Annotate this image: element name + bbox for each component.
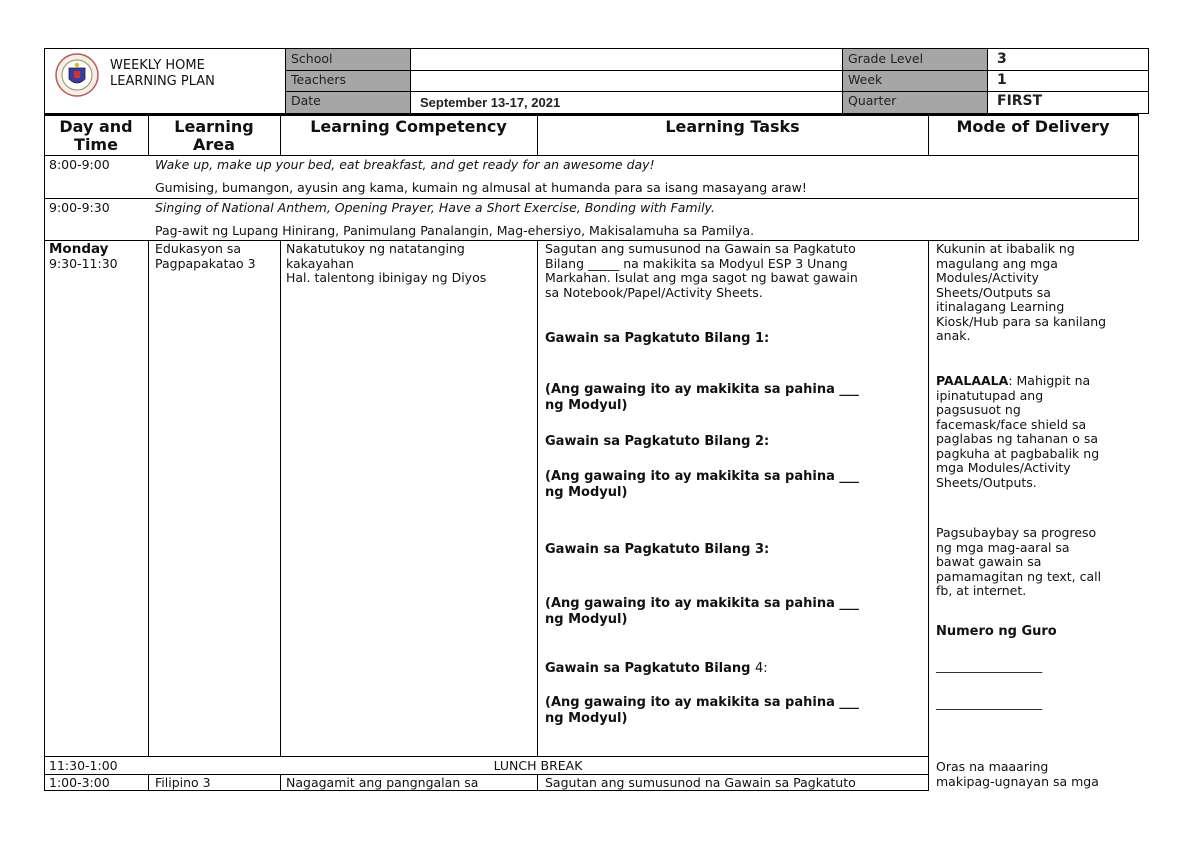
week-label: Week <box>848 72 883 87</box>
gawain-4-page-note <box>545 695 859 727</box>
gawain-2-page-note <box>545 469 859 501</box>
row-time-9-930: 9:00-9:30 <box>49 200 110 215</box>
monday-competency-line1: Nakatutukoy ng natatanging <box>286 241 465 256</box>
school-label: School <box>291 51 333 66</box>
monday-task-intro <box>545 242 858 300</box>
monitoring-note <box>936 526 1101 599</box>
task-intro-line2: Bilang _____ na makikita sa Modyul ESP 3 Unang <box>545 255 848 271</box>
gawain-3-note-line2: ng Modyul) <box>545 612 628 627</box>
gawain-1-note-line1: (Ang gawaing ito ay makikita sa pahina ___ <box>545 382 859 397</box>
grade-level-value[interactable]: 3 <box>997 51 1007 67</box>
gawain-1-heading: Gawain sa Pagkatuto Bilang 1: <box>545 331 770 346</box>
col-header-day-time <box>44 118 148 154</box>
paalala-note <box>936 374 1099 490</box>
monitor-line1: Pagsubaybay sa progreso <box>936 525 1097 540</box>
monday-area-line2: Pagpapakatao 3 <box>155 255 256 271</box>
task-intro-line4: sa Notebook/Papel/Activity Sheets. <box>545 284 763 300</box>
oras-note <box>936 760 1099 789</box>
gawain-3-note-line1: (Ang gawaing ito ay makikita sa pahina ___ <box>545 596 859 611</box>
col-header-learning-area-line2: Area <box>193 135 235 154</box>
col-header-learning-area <box>148 118 280 154</box>
col-header-delivery: Mode of Delivery <box>956 117 1110 136</box>
gawain-1-note-line2: ng Modyul) <box>545 398 628 413</box>
col-header-day-time-line1: Day and <box>59 117 133 136</box>
gawain-2-heading: Gawain sa Pagkatuto Bilang 2: <box>545 434 770 449</box>
monday-area <box>155 242 256 271</box>
plan-title-line1: WEEKLY HOME <box>110 58 205 73</box>
gawain-2-note-line1: (Ang gawaing ito ay makikita sa pahina ___ <box>545 469 859 484</box>
delivery-instructions <box>936 242 1106 344</box>
delivery-line2: magulang ang mga <box>936 255 1058 271</box>
col-header-learning-area-line1: Learning <box>174 117 254 136</box>
delivery-line3: Modules/Activity <box>936 270 1039 285</box>
paalala-line8: Sheets/Outputs. <box>936 474 1037 490</box>
date-value[interactable]: September 13-17, 2021 <box>420 95 561 110</box>
monitor-line5: fb, at internet. <box>936 583 1027 598</box>
paalala-line5: paglabas ng tahanan o sa <box>936 431 1098 446</box>
monday-competency-line2: kakayahan <box>286 255 354 271</box>
delivery-line7: anak. <box>936 328 971 343</box>
quarter-value[interactable]: FIRST <box>997 93 1043 109</box>
col-header-day-time-line2: Time <box>74 135 118 154</box>
row-9-930-english: Singing of National Anthem, Opening Prayer, Have a Short Exercise, Bonding with Family. <box>155 200 715 215</box>
monitor-line4: pamamagitan ng text, call <box>936 568 1102 584</box>
quarter-label: Quarter <box>848 93 897 108</box>
teacher-number-blank-1[interactable]: _________________ <box>936 658 1043 673</box>
row-time-8-9: 8:00-9:00 <box>49 157 110 172</box>
gawain-4-heading <box>545 661 768 677</box>
lunch-time: 11:30-1:00 <box>49 758 118 773</box>
monitor-line3: bawat gawain sa <box>936 554 1042 569</box>
monday-area-line1: Edukasyon sa <box>155 241 242 256</box>
gawain-4-note-line1: (Ang gawaing ito ay makikita sa pahina ___ <box>545 695 859 710</box>
school-value[interactable] <box>416 51 836 67</box>
filipino-area: Filipino 3 <box>155 775 211 790</box>
col-header-tasks: Learning Tasks <box>665 117 800 136</box>
week-value[interactable]: 1 <box>997 72 1007 88</box>
delivery-line4: Sheets/Outputs sa <box>936 284 1051 300</box>
gawain-3-page-note <box>545 596 859 628</box>
delivery-line1: Kukunin at ibabalik ng <box>936 241 1075 256</box>
row-8-9-filipino: Gumising, bumangon, ayusin ang kama, kumain ng almusal at humanda para sa isang masayang araw! <box>155 180 807 195</box>
paalala-line7: mga Modules/Activity <box>936 460 1071 475</box>
oras-line2: makipag-ugnayan sa mga <box>936 773 1099 789</box>
task-intro-line1: Sagutan ang sumusunod na Gawain sa Pagkatuto <box>545 241 856 256</box>
paalala-line2: ipinatutupad ang <box>936 387 1044 403</box>
filipino-competency: Nagagamit ang pangngalan sa <box>286 775 479 790</box>
paalala-label: PAALAALA <box>936 373 1009 388</box>
gawain-4-note-line2: ng Modyul) <box>545 711 628 726</box>
paalala-line4: facemask/face shield sa <box>936 416 1087 432</box>
gawain-1-page-note <box>545 382 859 414</box>
delivery-line6: Kiosk/Hub para sa kanilang <box>936 313 1107 329</box>
monday-day: Monday <box>49 241 109 257</box>
teacher-number-blank-2[interactable]: _________________ <box>936 695 1043 710</box>
monday-time: 9:30-11:30 <box>49 255 118 271</box>
filipino-time: 1:00-3:00 <box>49 775 110 790</box>
task-intro-line3: Markahan. Isulat ang mga sagot ng bawat gawain <box>545 270 858 285</box>
filipino-task: Sagutan ang sumusunod na Gawain sa Pagkatuto <box>545 775 856 790</box>
teacher-number-label: Numero ng Guro <box>936 624 1057 639</box>
gawain-4-number: 4: <box>755 661 768 676</box>
delivery-line5: itinalagang Learning <box>936 299 1065 314</box>
gawain-2-note-line2: ng Modyul) <box>545 485 628 500</box>
gawain-3-heading: Gawain sa Pagkatuto Bilang 3: <box>545 542 770 557</box>
header-block <box>44 48 1149 114</box>
paalala-line3: pagsusuot ng <box>936 402 1021 417</box>
paalala-line6: pagkuha at pagbabalik ng <box>936 445 1100 461</box>
monday-cell <box>49 242 118 271</box>
deped-seal-logo <box>54 52 100 98</box>
col-header-competency: Learning Competency <box>310 117 507 136</box>
plan-title-line2: LEARNING PLAN <box>110 74 215 89</box>
row-9-930-filipino: Pag-awit ng Lupang Hinirang, Panimulang Panalangin, Mag-ehersiyo, Makisalamuha sa Pamilya. <box>155 223 755 238</box>
monday-competency <box>286 242 486 286</box>
lunch-break-label: LUNCH BREAK <box>493 758 583 773</box>
grade-level-label: Grade Level <box>848 51 924 66</box>
gawain-4-heading-text: Gawain sa Pagkatuto Bilang <box>545 661 755 676</box>
teachers-label: Teachers <box>291 72 346 87</box>
monday-competency-line3: Hal. talentong ibinigay ng Diyos <box>286 270 487 285</box>
date-label: Date <box>291 93 321 108</box>
paalala-line1: : Mahigpit na <box>1008 373 1091 388</box>
row-8-9-english: Wake up, make up your bed, eat breakfast, and get ready for an awesome day! <box>155 157 655 172</box>
oras-line1: Oras na maaaring <box>936 759 1049 774</box>
monitor-line2: ng mga mag-aaral sa <box>936 539 1070 555</box>
teachers-value[interactable] <box>416 72 836 88</box>
